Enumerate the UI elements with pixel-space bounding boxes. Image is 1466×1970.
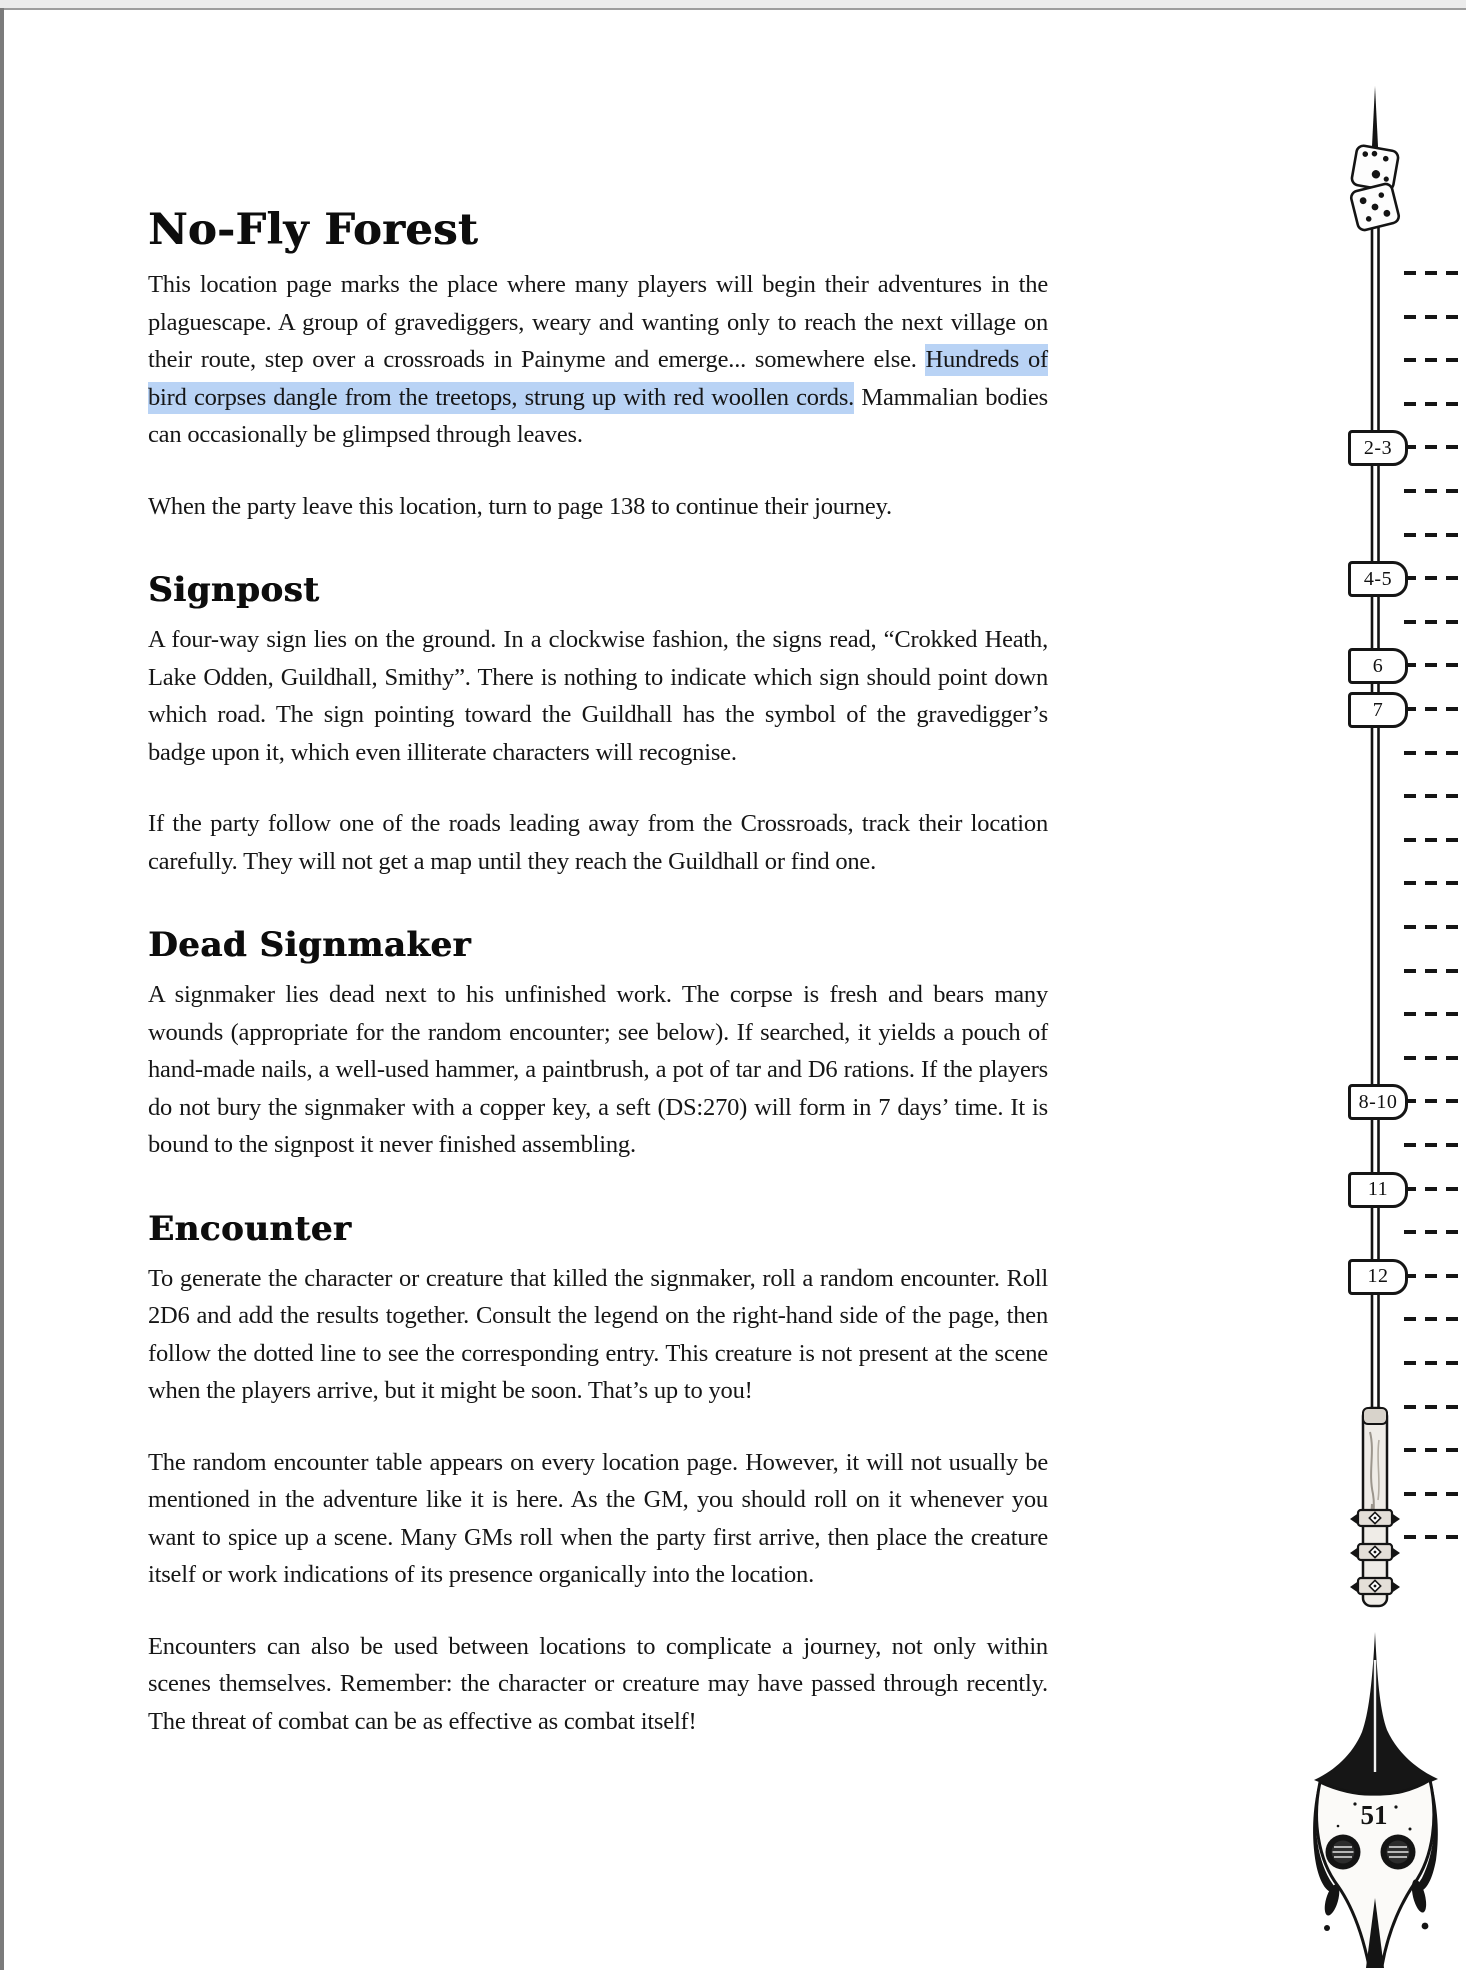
grip-band [1350, 1578, 1400, 1594]
legend-badge-11: 11 [1348, 1172, 1408, 1208]
page-title: No-Fly Forest [148, 205, 479, 255]
legend-badge-7: 7 [1348, 692, 1408, 728]
window-top-edge [0, 0, 1466, 10]
legend-badge-2-3: 2-3 [1348, 430, 1408, 466]
dice-icon [1350, 145, 1400, 232]
encounter-paragraph-3: Encounters can also be used between locations to complicate a journey, not only within scenes themselves. Remember: the character or creature may have passed through recently. The threat of combat can be as effective as combat itself! [148, 1632, 1048, 1735]
legend-badge-6: 6 [1348, 648, 1408, 684]
grip-band [1350, 1544, 1400, 1560]
intro-paragraph [148, 266, 1048, 454]
legend-badge-8-10: 8-10 [1348, 1084, 1408, 1120]
page-number: 51 [1360, 1800, 1388, 1830]
section-heading-signpost: Signpost [148, 570, 320, 610]
intro-text-post: Mammalian bodies can occasionally be glimpsed through leaves. [148, 383, 1049, 448]
encounter-paragraph-1: To generate the character or creature that killed the signmaker, roll a random encounter. Roll 2D6 and add the results together. Consult the legend on the right-hand side of the page, then follow the dotted line to see the corresponding entry. This creature is not present at the scene when the players arrive, but it might be soon. That’s up to you! [148, 1264, 1048, 1404]
highlighted-sentence: Hundreds of bird corpses dangle from the treetops, strung up with red woollen cords. [148, 344, 1048, 414]
plague-doctor-mask-icon [1313, 1632, 1438, 1968]
goggle-icon [1381, 1835, 1416, 1870]
signpost-paragraph-2: If the party follow one of the roads leading away from the Crossroads, track their location carefully. They will not get a map until they reach the Guildhall or find one. [148, 810, 1048, 875]
spear-staff-icon [1280, 60, 1466, 1970]
signpost-paragraph-1: A four-way sign lies on the ground. In a clockwise fashion, the signs read, “Crokked Heath, Lake Odden, Guildhall, Smithy”. There is nothing to indicate which sign should point down which road. The sign pointing toward the Guildhall has the symbol of the gravedigger’s badge upon it, which even illiterate characters will recognise. [148, 626, 1048, 766]
window-left-edge [0, 8, 4, 1970]
staff-grip [1350, 1408, 1400, 1606]
leave-location-note: When the party leave this location, turn to page 138 to continue their journey. [148, 492, 892, 520]
dead-signmaker-paragraph: A signmaker lies dead next to his unfinished work. The corpse is fresh and bears many wounds (appropriate for the random encounter; see below). If searched, it yields a pouch of hand-made nails, a well-used hammer, a paintbrush, a pot of tar and D6 rations. If the players do not bury the signmaker with a copper key, a seft (DS:270) will form in 7 days’ time. It is bound to the signpost it never finished assembling. [148, 981, 1048, 1158]
page-content [148, 206, 1048, 1740]
encounter-paragraph-2: The random encounter table appears on every location page. However, it will not usually be mentioned in the adventure like it is here. As the GM, you should roll on it whenever you want to spice up a scene. Many GMs roll when the party first arrive, then place the creature itself or work indications of its presence organically into the location. [148, 1448, 1048, 1588]
legend-badge-12: 12 [1348, 1259, 1408, 1295]
goggle-icon [1326, 1835, 1361, 1870]
section-heading-dead-signmaker: Dead Signmaker [148, 925, 471, 965]
section-heading-encounter: Encounter [148, 1208, 352, 1249]
legend-badge-4-5: 4-5 [1348, 561, 1408, 597]
intro-text-pre: This location page marks the place where many players will begin their adventures in the plaguescape. A group of gravediggers, weary and wanting only to reach the next village on their route, step over a crossroads in Painyme and emerge... somewhere else. [148, 271, 1048, 373]
grip-band [1350, 1510, 1400, 1526]
